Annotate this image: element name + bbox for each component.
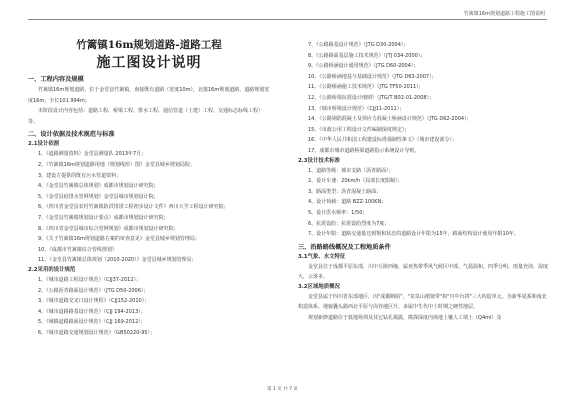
paragraph: 本阶段设计内容包括：道路工程、桥梁工程、排水工程、通信管道（土建）工程、交通标志标线工程）等。 xyxy=(28,108,264,125)
right-column xyxy=(298,40,550,324)
doc-title: 竹篱镇16m规划道路-道路工程 xyxy=(76,39,222,51)
reference-item: 5、《金堂县给排水管网规划》金堂县城市规划设计院； xyxy=(38,193,159,200)
standard-item: 10、《公路桥涵地基与基础设计规范》（JTG D63-2007）； xyxy=(308,73,437,80)
standard-item: 16、《中华人民共和国工程建设标准强制性条文》（城市建设部分）； xyxy=(308,137,457,144)
standard-item: 5、《城镇道路路面设计规范》（CJJ 169-2012）； xyxy=(38,319,146,326)
tech-standard-item: 5、设计洪水频率：1/50； xyxy=(308,209,368,216)
tech-standard-item: 3、路面类型：沥青混凝土路面； xyxy=(308,188,382,195)
standard-item: 3、《城市道路交叉口设计规程》（CJJ152-2010）； xyxy=(38,298,150,305)
section-heading: 一、工程内容及规模 xyxy=(28,76,84,83)
tech-standard-item: 6、抗震设防：抗震设防烈度为7度； xyxy=(308,220,390,227)
running-header: 竹篱镇16m规划道路工程施工图说明 xyxy=(463,11,545,17)
standard-item: 13、《城市桥梁设计规范》（CJJ11-2011）； xyxy=(308,105,405,112)
paragraph: 金堂县属于四川省东部地区，因"成都断陷"，"龙泉山褶皱带"和"川中台拱"三大构造单元。为新华夏系和南北构造体系。地貌囊头路西北平原与岗谷地区升，多属中生代中上时期之硬性地层。 xyxy=(298,293,547,311)
section-heading: 二、设计依据及技术规范与标准 xyxy=(28,131,115,139)
subsection-heading: 3.2区域地质概况 xyxy=(298,283,340,290)
reference-item: 4、《金堂县竹篱镇总体规划》成都市规划设计研究院； xyxy=(38,183,159,190)
subsection-heading: 2.2采用的设计规范 xyxy=(28,266,76,273)
reference-item: 1、《道路测量资料》金堂县测量队 2013年7月； xyxy=(38,151,147,158)
reference-item: 3、建设方提供的既有污水管道资料； xyxy=(38,172,122,179)
standard-item: 15、《市政公用工程设计文件编制深度规定》； xyxy=(308,126,410,133)
standard-item: 7、《公路路基设计规范》（JTG D30-2004）； xyxy=(308,42,409,48)
reference-item: 10、《成都市竹篱镇综合管线规划》 xyxy=(38,246,117,253)
paragraph: 金堂县位于成都平原东部，川中丘陵西缘，属亚热带季风气候区中部。气温温和，四季分明，雨量充沛，湿度大，云雾多。 xyxy=(298,263,549,281)
reference-item: 6、《四川省金堂县农村竹篱镇防洪排涝工程初步设计文件》西川大学工程设计研究院； xyxy=(38,204,229,211)
page-footer: 第 1 页 共 7 页 xyxy=(267,387,298,392)
section-heading: 三、沿路路线概况及工程地质条件 xyxy=(298,243,391,251)
tech-standard-item: 2、设计车速：20km/h（局部长度限制）； xyxy=(308,178,403,185)
subsection-heading: 2.1设计依据 xyxy=(28,141,60,148)
subsection-heading: 2.3设计技术标准 xyxy=(298,157,340,164)
standard-item: 6、《城市道路交通规划设计规范》（GB50220-95）； xyxy=(38,329,156,336)
paragraph: 规划新修道路位于低地场坝及其它钻孔揭露，勘探深度内场地上覆人工填土（Q4ml）及 xyxy=(308,315,502,322)
reference-item: 2、《竹篱镇16m规划道路用地（规划线形）图》金堂县城乡规划局院； xyxy=(38,161,195,168)
standard-item: 1、《城市道路工程设计规范》（CJJ37-2012）； xyxy=(38,276,142,283)
doc-subtitle: 施工图设计说明 xyxy=(96,55,202,71)
tech-standard-item: 7、设计年限：道路交通量达到饱和状态的道路设计年限为15年，路面结构设计使用年限10年。 xyxy=(308,231,519,238)
standard-item: 9、《公路桥涵设计通用规范》（JTG D60-2004）； xyxy=(308,63,419,70)
reference-item: 7、《金堂县竹篱镇规划设计要点》成都市规划设计研究院； xyxy=(38,214,169,221)
left-column xyxy=(28,28,270,338)
paragraph: 竹篱镇16m规划道路，位于金堂县竹篱镇，南接既有道路（宽度10m），北接16m规划道路，道路规划宽度16m，全长101.994m； xyxy=(28,87,270,104)
subsection-heading: 3.1气象、水文特征 xyxy=(298,253,346,260)
tech-standard-item: 1、道路等级：城市支路（沥青路面）； xyxy=(308,167,394,174)
standard-item: 4、《城市道路路基设计规范》（CJJ 194-2013）； xyxy=(38,308,146,315)
reference-item: 9、《关于竹篱镇16m规划道路方案的审查意见》金堂县城乡规划管理局； xyxy=(38,236,200,243)
tech-standard-item: 4、设计荷载：道路 BZZ-100KN； xyxy=(308,199,387,206)
standard-item: 2、《公路沥青路面设计规范》（JTG D50-2006）； xyxy=(38,287,149,294)
standard-item: 8、《公路路面基层施工技术规范》（JTJ 034-2000）； xyxy=(308,52,426,59)
standard-item: 14、《公路钢筋混凝土及预应力混凝土桥涵设计规范》（JTG D62-2004）； xyxy=(308,116,472,123)
standard-item: 12、《公路桥梁抗震设计细则》（JTG/T B02-01-2008）； xyxy=(308,94,435,101)
reference-item: 11、《金堂县竹篱镇总体规划（2010-2020）》金堂县城乡规划管理局； xyxy=(38,257,197,264)
header-rule xyxy=(28,19,547,20)
standard-item: 17、成都市城市道路桥梁道路指示系统设计导则。 xyxy=(308,147,420,154)
standard-item: 11、《公路桥涵施工技术规范》（JTG TF50-2011）； xyxy=(308,84,424,91)
reference-item: 8、《四川省金堂县城市综合管网规划》成都市规划设计研究院； xyxy=(38,225,179,232)
